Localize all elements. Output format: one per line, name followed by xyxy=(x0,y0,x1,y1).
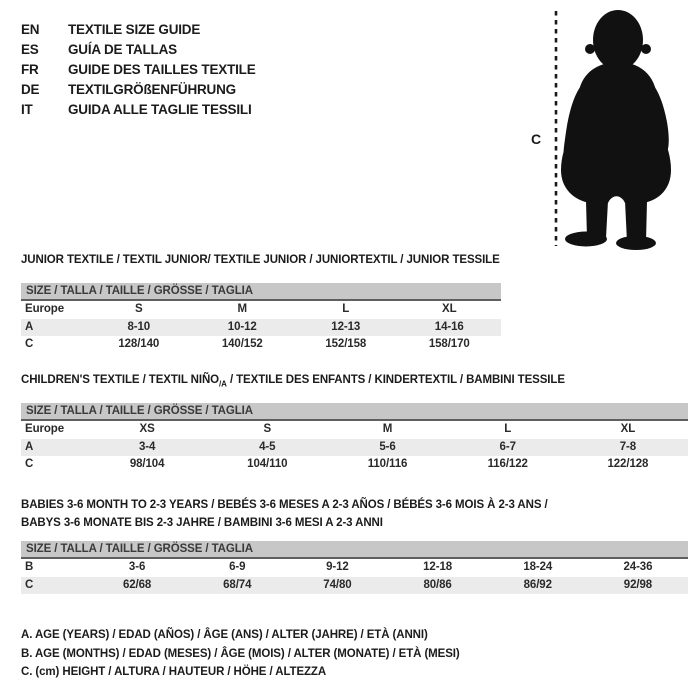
table-cell: 122/128 xyxy=(607,458,649,470)
table-cell: 6-9 xyxy=(229,561,246,573)
table-cell: 9-12 xyxy=(326,561,349,573)
table-cell: 86/92 xyxy=(523,578,552,591)
table-cell: XL xyxy=(442,303,457,315)
table-title-line xyxy=(21,496,693,514)
table-cell: 7-8 xyxy=(619,440,637,453)
language-label: GUIDA ALLE TAGLIE TESSILI xyxy=(68,102,252,117)
language-item xyxy=(21,80,256,100)
table-cell: S xyxy=(263,423,272,435)
footnote-line: B. AGE (MONTHS) / EDAD (MESES) / ÂGE (MOIS) / ALTER (MONATE) / ETÀ (MESI) xyxy=(21,647,460,660)
language-label: GUÍA DE TALLAS xyxy=(68,42,177,57)
table-cell: 92/98 xyxy=(623,578,653,591)
table-row xyxy=(21,559,688,577)
toddler-silhouette-icon xyxy=(561,10,671,250)
size-header-bar: SIZE / TALLA / TAILLE / GRÖSSE / TAGLIA xyxy=(21,283,501,301)
table-title-text: BABYS 3-6 MONATE BIS 2-3 JAHRE / BAMBINI 3-6 MESI A 2-3 ANNI xyxy=(21,517,383,529)
table-cell: 140/152 xyxy=(221,338,263,350)
table-cell: 74/80 xyxy=(323,578,352,591)
footnotes xyxy=(21,626,460,682)
language-code: ES xyxy=(21,42,39,57)
table-cell: 158/170 xyxy=(428,338,470,350)
size-table-junior xyxy=(21,283,501,354)
footnote-line: A. AGE (YEARS) / EDAD (AÑOS) / ÂGE (ANS) / ALTER (JAHRE) / ETÀ (ANNI) xyxy=(21,629,428,641)
table-cell: XL xyxy=(620,423,636,435)
figure-svg xyxy=(528,4,698,250)
language-label: TEXTILE SIZE GUIDE xyxy=(68,22,201,37)
measure-label-c: C xyxy=(531,131,542,147)
table-body xyxy=(21,301,501,354)
language-list xyxy=(21,20,256,120)
table-title-line xyxy=(21,514,693,532)
language-label: TEXTILGRÖßENFÜHRUNG xyxy=(68,82,236,97)
table-cell: M xyxy=(382,423,393,435)
row-label: Europe xyxy=(25,423,65,435)
table-row xyxy=(21,319,501,337)
language-code: EN xyxy=(21,22,40,37)
language-item xyxy=(21,60,256,80)
table-title-line xyxy=(21,251,693,269)
language-code: DE xyxy=(21,82,40,97)
table-body xyxy=(21,421,688,474)
table-cell: 3-4 xyxy=(138,440,156,453)
language-label: GUIDE DES TAILLES TEXTILE xyxy=(68,62,256,77)
table-title-babies xyxy=(21,496,693,532)
table-cell: 3-6 xyxy=(128,561,146,573)
language-item xyxy=(21,40,256,60)
table-cell: 12-13 xyxy=(331,320,361,333)
footnote-line: C. (cm) HEIGHT / ALTURA / HAUTEUR / HÖHE / ALTEZZA xyxy=(21,666,327,679)
table-cell: 152/158 xyxy=(325,338,367,350)
table-title-text: CHILDREN'S TEXTILE / TEXTIL NIÑO xyxy=(21,374,220,386)
table-cell: 62/68 xyxy=(122,578,152,591)
table-title-line xyxy=(21,371,693,389)
table-title-text: /A xyxy=(219,379,227,389)
table-title-text: JUNIOR TEXTILE / TEXTIL JUNIOR/ TEXTILE JUNIOR / JUNIORTEXTIL / JUNIOR TESSILE xyxy=(21,254,500,266)
table-title-text: BABIES 3-6 MONTH TO 2-3 YEARS / BEBÉS 3-6 MESES A 2-3 AÑOS / BÉBÉS 3-6 MOIS À 2-3 ANS / xyxy=(21,499,548,511)
figure xyxy=(528,4,698,250)
row-label: B xyxy=(25,561,34,573)
table-row xyxy=(21,577,688,595)
table-cell: L xyxy=(342,303,350,315)
row-label: C xyxy=(25,338,34,350)
table-cell: 98/104 xyxy=(129,458,165,470)
row-label: C xyxy=(25,458,34,470)
table-body xyxy=(21,559,688,594)
table-cell: M xyxy=(237,303,247,315)
table-cell: 4-5 xyxy=(259,440,276,453)
row-label: C xyxy=(25,578,34,591)
table-row xyxy=(21,456,688,474)
language-item xyxy=(21,100,256,120)
table-row xyxy=(21,439,688,457)
size-table-babies xyxy=(21,541,688,594)
row-label: A xyxy=(25,440,34,453)
table-cell: 18-24 xyxy=(523,561,553,573)
table-cell: 116/122 xyxy=(487,458,528,470)
table-title-junior xyxy=(21,251,693,269)
table-cell: 12-18 xyxy=(423,561,453,573)
table-cell: 8-10 xyxy=(127,320,151,333)
size-table-children xyxy=(21,403,688,474)
size-header-bar: SIZE / TALLA / TAILLE / GRÖSSE / TAGLIA xyxy=(21,403,688,421)
row-label: Europe xyxy=(25,303,65,315)
table-cell: S xyxy=(134,303,143,315)
table-cell: 5-6 xyxy=(379,440,396,453)
table-cell: 68/74 xyxy=(223,578,252,591)
table-title-text: / TEXTILE DES ENFANTS / KINDERTEXTIL / BAMBINI TESSILE xyxy=(226,374,565,386)
size-header-bar: SIZE / TALLA / TAILLE / GRÖSSE / TAGLIA xyxy=(21,541,688,559)
table-cell: L xyxy=(504,423,512,435)
table-cell: 104/110 xyxy=(247,458,288,470)
table-cell: 6-7 xyxy=(499,440,516,453)
table-cell: 80/86 xyxy=(423,578,452,591)
table-row xyxy=(21,336,501,354)
table-cell: 110/116 xyxy=(367,458,408,470)
table-cell: 10-12 xyxy=(227,320,257,333)
table-row xyxy=(21,421,688,439)
table-row xyxy=(21,301,501,319)
table-cell: 128/140 xyxy=(118,338,160,350)
table-cell: XS xyxy=(139,423,155,435)
language-code: IT xyxy=(21,102,33,117)
table-title-children xyxy=(21,371,693,389)
language-item xyxy=(21,20,256,40)
language-code: FR xyxy=(21,62,39,77)
table-cell: 24-36 xyxy=(623,561,653,573)
row-label: A xyxy=(25,320,34,333)
table-cell: 14-16 xyxy=(434,320,464,333)
